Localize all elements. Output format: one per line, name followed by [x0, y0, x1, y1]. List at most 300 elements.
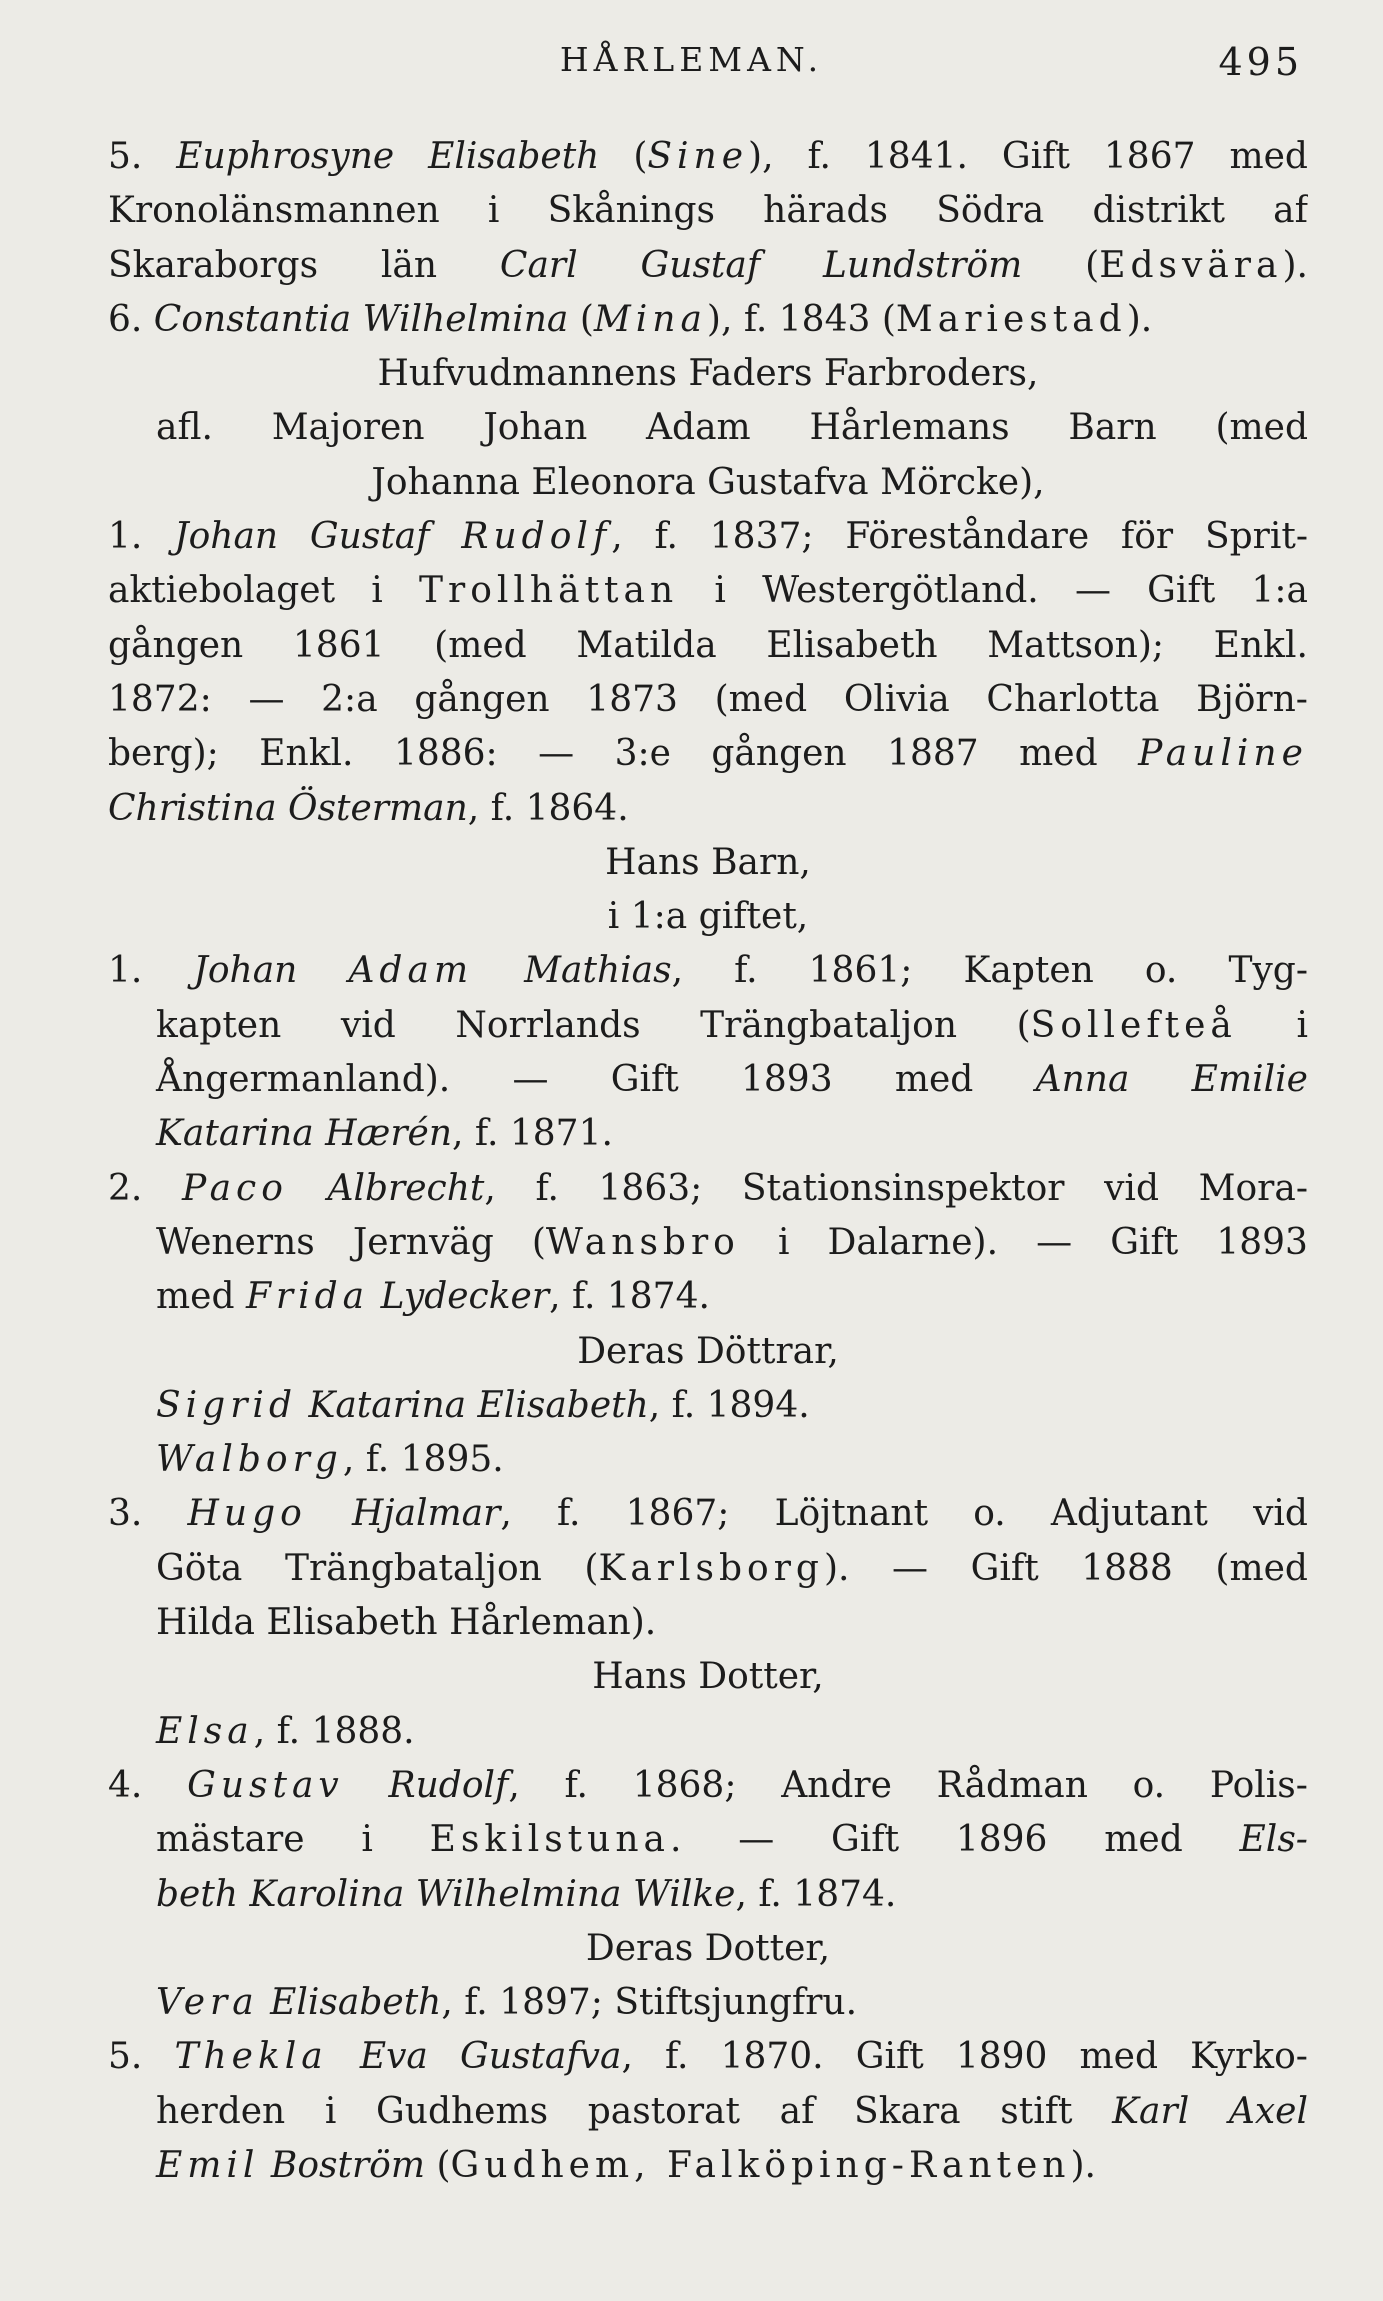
text-span: Hufvudmannens Faders Farbroders, [377, 353, 1039, 395]
word [956, 1813, 1048, 1867]
word [1092, 184, 1225, 238]
italic-text: Katarina Hærén [156, 1113, 453, 1155]
text-span: i 1:a giftet, [607, 896, 809, 938]
word [532, 1216, 740, 1270]
text-span: ), f. 1843 ( [706, 298, 896, 340]
text-span: vid [1253, 1493, 1308, 1535]
text-span: , f. 1897; Stiftsjungfru. [441, 1982, 858, 2024]
text-span: , [611, 516, 623, 558]
italic-text: Hjalmar [352, 1493, 501, 1535]
word [956, 2030, 1048, 2084]
italic-text: Mathias [524, 950, 672, 992]
word [193, 944, 297, 998]
word [108, 673, 212, 727]
word [1196, 673, 1308, 727]
word [711, 727, 846, 781]
running-head: HÅRLEMAN. [559, 40, 824, 79]
text-span: ( [584, 1547, 599, 1589]
italic-text: Paco [181, 1167, 288, 1209]
word [483, 401, 587, 455]
word [963, 944, 1093, 998]
word [488, 184, 500, 238]
italic-text: Euphrosyne [176, 136, 395, 177]
word [865, 130, 968, 184]
text-span: — [1036, 1221, 1073, 1263]
word [1215, 401, 1308, 455]
word [766, 619, 937, 673]
text-span: Gift [610, 1059, 679, 1101]
word [1080, 2030, 1159, 2084]
word [778, 1216, 790, 1270]
text-span: Trängbataljon [284, 1547, 542, 1589]
text-line [108, 836, 1308, 890]
word [108, 619, 243, 673]
word [108, 564, 335, 618]
word [1051, 1487, 1208, 1541]
text-span: gången [108, 624, 244, 666]
text-line [108, 347, 1308, 401]
text-span: Gift [1001, 136, 1070, 177]
text-span: (med [1215, 407, 1308, 449]
text-span: f. [556, 1493, 581, 1535]
word [700, 999, 957, 1053]
text-line [108, 1107, 1308, 1161]
text-span: Wansbro [545, 1221, 740, 1263]
word [108, 1759, 142, 1813]
text-span: i [777, 1221, 790, 1263]
word [371, 564, 383, 618]
word [460, 2030, 633, 2084]
text-line [108, 782, 1308, 836]
word [182, 1162, 288, 1216]
word [762, 564, 1039, 618]
italic-text: Elisabeth [258, 1982, 442, 2024]
genealogy-text [108, 130, 1308, 2193]
word [360, 2030, 428, 2084]
word [156, 1216, 315, 1270]
text-span: Deras Dotter, [585, 1927, 831, 1969]
word [1002, 130, 1070, 184]
text-span: med [1104, 1819, 1183, 1861]
word [1000, 2085, 1072, 2139]
text-span: Mora- [1198, 1167, 1308, 1209]
word [430, 1813, 682, 1867]
text-span: Deras Döttrar, [577, 1330, 839, 1372]
text-line [108, 1433, 1308, 1487]
word [1019, 727, 1098, 781]
text-span: Adam [646, 407, 751, 449]
italic-text: Gustafva [459, 2036, 622, 2078]
text-span: , [621, 2036, 633, 2078]
text-span: 1886: [393, 733, 498, 775]
word [895, 1053, 974, 1107]
text-span: mästare [156, 1819, 305, 1861]
text-line [108, 727, 1308, 781]
word [714, 564, 726, 618]
text-span: 1893 [1216, 1221, 1308, 1263]
text-span: Andre [781, 1764, 892, 1806]
text-line [108, 2030, 1308, 2084]
italic-text: Walborg [156, 1439, 343, 1481]
text-span: , [484, 1167, 496, 1209]
text-span: i [324, 2090, 337, 2132]
text-span: 5. [108, 2036, 143, 2078]
text-span: härads [763, 190, 888, 232]
text-span: ). [823, 1547, 850, 1589]
word [823, 239, 1022, 293]
text-span: ). [1126, 298, 1153, 340]
text-line [108, 293, 1308, 347]
text-line [108, 1650, 1308, 1704]
text-span: Norrlands [455, 1004, 641, 1046]
word [428, 130, 599, 184]
text-span: , f. 1871. [452, 1113, 613, 1155]
word [108, 184, 440, 238]
word [586, 673, 678, 727]
word [973, 1487, 1005, 1541]
text-span: ( [531, 1221, 546, 1263]
text-span: Eskilstuna [429, 1819, 670, 1861]
word [1216, 1216, 1308, 1270]
text-span: , [508, 1764, 520, 1806]
text-span: Hans Dotter, [592, 1656, 824, 1698]
word [108, 510, 142, 564]
italic-text: Christina Österman [108, 787, 468, 829]
text-span: Gift [831, 1819, 900, 1861]
text-span: f. [665, 2036, 689, 2078]
text-line [108, 673, 1308, 727]
italic-text: Frida [245, 1276, 370, 1318]
word [419, 564, 678, 618]
text-line [108, 2139, 1308, 2193]
text-span: ). [1070, 2144, 1096, 2186]
text-span: med [1019, 733, 1098, 775]
text-span: med [1229, 136, 1308, 177]
word [807, 130, 830, 184]
text-line [108, 1542, 1308, 1596]
word [1036, 1053, 1130, 1107]
word [1133, 1759, 1165, 1813]
text-line [108, 1813, 1308, 1867]
text-span: Dalarne). [827, 1221, 999, 1263]
word [738, 1813, 774, 1867]
text-line [108, 1922, 1308, 1976]
text-line [108, 184, 1308, 238]
text-span: 4. [108, 1764, 143, 1806]
word [414, 673, 549, 727]
text-span: 1870. [720, 2036, 824, 2078]
text-span: f. [535, 1167, 559, 1209]
word [1205, 510, 1308, 564]
word [1229, 2085, 1308, 2139]
italic-text: Gustaf [309, 516, 430, 558]
word [936, 184, 1044, 238]
text-span: Föreståndare [845, 516, 1090, 558]
text-span: Kronolänsmannen [108, 190, 440, 232]
text-span: Trängbataljon [700, 1004, 958, 1046]
word [1147, 564, 1215, 618]
text-span: — [892, 1547, 929, 1589]
text-span: med [894, 1059, 974, 1101]
italic-text: Axel [1228, 2090, 1308, 2132]
word [599, 1162, 703, 1216]
italic-text: Elisabeth [428, 136, 600, 177]
word [1215, 1542, 1308, 1596]
text-span: i [371, 570, 383, 612]
word [353, 1216, 494, 1270]
text-line [108, 890, 1308, 944]
italic-text: beth Karolina Wilhelmina Wilke [156, 1873, 736, 1915]
text-span: ( [568, 298, 594, 340]
text-line [108, 1487, 1308, 1541]
italic-text: Rudolf [461, 516, 612, 558]
word [584, 1542, 849, 1596]
word [633, 1759, 737, 1813]
word [557, 1487, 580, 1541]
text-span: , f. 1894. [648, 1384, 810, 1426]
word [1104, 130, 1196, 184]
italic-text: Johan [193, 950, 298, 992]
word [734, 944, 757, 998]
word [781, 1759, 892, 1813]
word [321, 673, 378, 727]
text-line [108, 130, 1308, 184]
text-span: Enkl. [1213, 624, 1308, 666]
word [188, 1487, 307, 1541]
text-span: f. [654, 516, 678, 558]
text-span: 1890 [955, 2036, 1048, 2078]
text-line [108, 564, 1308, 618]
text-span: Gift [1147, 570, 1216, 612]
word [388, 1759, 519, 1813]
word [394, 727, 498, 781]
italic-text: Gustav [187, 1764, 344, 1806]
text-span: f. [734, 950, 758, 992]
word [341, 999, 396, 1053]
text-span: vid [1104, 1167, 1159, 1209]
word [763, 184, 888, 238]
word [156, 2085, 285, 2139]
word [741, 1053, 833, 1107]
italic-text: Adam [348, 950, 474, 992]
text-span: Gift [970, 1547, 1039, 1589]
text-span: o. [1144, 950, 1178, 992]
text-line [108, 239, 1308, 293]
word [535, 1162, 558, 1216]
word [633, 130, 773, 184]
text-span: Gift [855, 2036, 924, 2078]
italic-text: Rudolf [388, 1764, 509, 1806]
word [615, 727, 671, 781]
word [665, 2030, 688, 2084]
word [1085, 239, 1308, 293]
text-line [108, 401, 1308, 455]
text-line [108, 1325, 1308, 1379]
text-span: aktiebolaget [108, 570, 336, 612]
word [987, 619, 1164, 673]
word [845, 510, 1089, 564]
text-span: 3:e [614, 733, 671, 775]
text-span: Gudhem, Falköping-Ranten [450, 2144, 1071, 2186]
word [742, 1162, 1065, 1216]
word [710, 510, 814, 564]
word [854, 2085, 961, 2139]
italic-text: Gustaf [640, 244, 761, 286]
word [512, 1053, 548, 1107]
word [721, 2030, 824, 2084]
text-span: 1872: [108, 678, 212, 720]
word [1081, 1542, 1173, 1596]
text-span: Johan [483, 407, 588, 449]
italic-text: Carl [499, 244, 578, 286]
word [272, 401, 425, 455]
word [500, 239, 578, 293]
text-span: 1868; [632, 1764, 737, 1806]
italic-text: Eva [359, 2036, 428, 2078]
text-span: 1863; [598, 1167, 703, 1209]
text-line [108, 1868, 1308, 1922]
text-span: berg); [108, 733, 219, 775]
text-span: 1861 [292, 624, 385, 666]
italic-text: Sine [647, 136, 749, 177]
text-span: , [671, 950, 684, 992]
text-span: , f. 1874. [735, 1873, 897, 1915]
text-span: 1888 [1081, 1547, 1173, 1589]
word [176, 130, 394, 184]
page-number: 495 [1218, 40, 1303, 84]
word [1296, 999, 1308, 1053]
text-span: 3. [108, 1493, 143, 1535]
text-span: af [779, 2090, 815, 2132]
word [108, 1162, 142, 1216]
text-span: (med [714, 678, 808, 720]
word [156, 1542, 242, 1596]
text-span: 6. [108, 298, 154, 340]
text-span: Ångermanland). [156, 1059, 451, 1101]
word [1229, 130, 1308, 184]
text-span: Johanna Eleonora Gustafva Mörcke), [371, 461, 1045, 503]
text-span: Kyrko- [1190, 2036, 1308, 2078]
word [434, 619, 527, 673]
text-span: Karlsborg [598, 1547, 824, 1589]
italic-text: Emilie [1191, 1059, 1308, 1101]
word [715, 673, 808, 727]
text-span: , [500, 1493, 512, 1535]
word [156, 1053, 450, 1107]
word [108, 1487, 142, 1541]
text-span: 5. [108, 136, 143, 177]
text-span: , f. 1888. [253, 1710, 415, 1752]
text-span: Kapten [963, 950, 1094, 992]
text-span: Hårlemans [809, 407, 1010, 449]
italic-text: Elsa [156, 1710, 254, 1752]
word [352, 1487, 512, 1541]
page-header [0, 40, 1383, 100]
text-span: stift [1000, 2090, 1073, 2132]
word [1273, 184, 1308, 238]
word [1112, 2085, 1189, 2139]
text-span: Sollefteå [1030, 1004, 1237, 1046]
text-span: Hans Barn, [605, 841, 811, 883]
italic-text: Vera [156, 1982, 259, 2024]
text-span: 1837; [709, 516, 814, 558]
text-line [108, 510, 1308, 564]
text-line [108, 999, 1308, 1053]
text-span: — [512, 1059, 549, 1101]
word [1210, 1759, 1308, 1813]
text-span: i [714, 570, 726, 612]
word [548, 184, 715, 238]
word [538, 727, 574, 781]
word [626, 1487, 730, 1541]
word [156, 401, 213, 455]
text-span: — [538, 733, 575, 775]
word [1121, 510, 1173, 564]
word [844, 673, 950, 727]
italic-text: Constantia Wilhelmina [153, 298, 569, 340]
text-span: ). [1282, 244, 1308, 286]
word [108, 2030, 142, 2084]
text-span: Jernväg [352, 1221, 494, 1263]
text-span: (med [434, 624, 527, 666]
text-span: Hilda Elisabeth Hårleman). [156, 1602, 657, 1644]
text-span: Enkl. [259, 733, 354, 775]
text-span: Olivia [843, 678, 950, 720]
word [646, 401, 751, 455]
word [1036, 1216, 1072, 1270]
word [1251, 564, 1308, 618]
text-span: Södra [936, 190, 1045, 232]
text-span: ( [633, 136, 648, 177]
text-span: , f. 1874. [549, 1276, 710, 1318]
word [156, 1813, 305, 1867]
text-span: 2:a [321, 678, 378, 720]
word [809, 944, 913, 998]
text-span: ( [1016, 1004, 1031, 1046]
word [348, 944, 473, 998]
text-span: (med [1215, 1547, 1308, 1589]
italic-text: Katarina Elisabeth [297, 1384, 649, 1426]
word [887, 727, 979, 781]
text-span: afl. [156, 407, 213, 449]
word [325, 2085, 337, 2139]
text-span: 1867; [625, 1493, 730, 1535]
text-span: gången [414, 678, 550, 720]
word [310, 510, 430, 564]
italic-text: Emil [156, 2144, 260, 2186]
text-span: 1887 [887, 733, 979, 775]
text-span: af [1273, 190, 1308, 232]
word [1199, 1162, 1308, 1216]
text-span: i [487, 190, 500, 232]
word [524, 944, 683, 998]
word [937, 1759, 1088, 1813]
word [576, 619, 716, 673]
text-span: ), [748, 136, 774, 177]
italic-text: Karl [1112, 2090, 1190, 2132]
text-line [108, 2085, 1308, 2139]
text-line [108, 1162, 1308, 1216]
text-span: Charlotta [986, 678, 1160, 720]
text-span: 1873 [586, 678, 678, 720]
text-span: , f. 1864. [467, 787, 629, 829]
text-span: vid [340, 1004, 396, 1046]
text-span: Elisabeth [766, 624, 938, 666]
word [828, 1216, 999, 1270]
italic-text: Thekla [174, 2036, 328, 2078]
text-span: med [1079, 2036, 1159, 2078]
text-line [108, 1053, 1308, 1107]
